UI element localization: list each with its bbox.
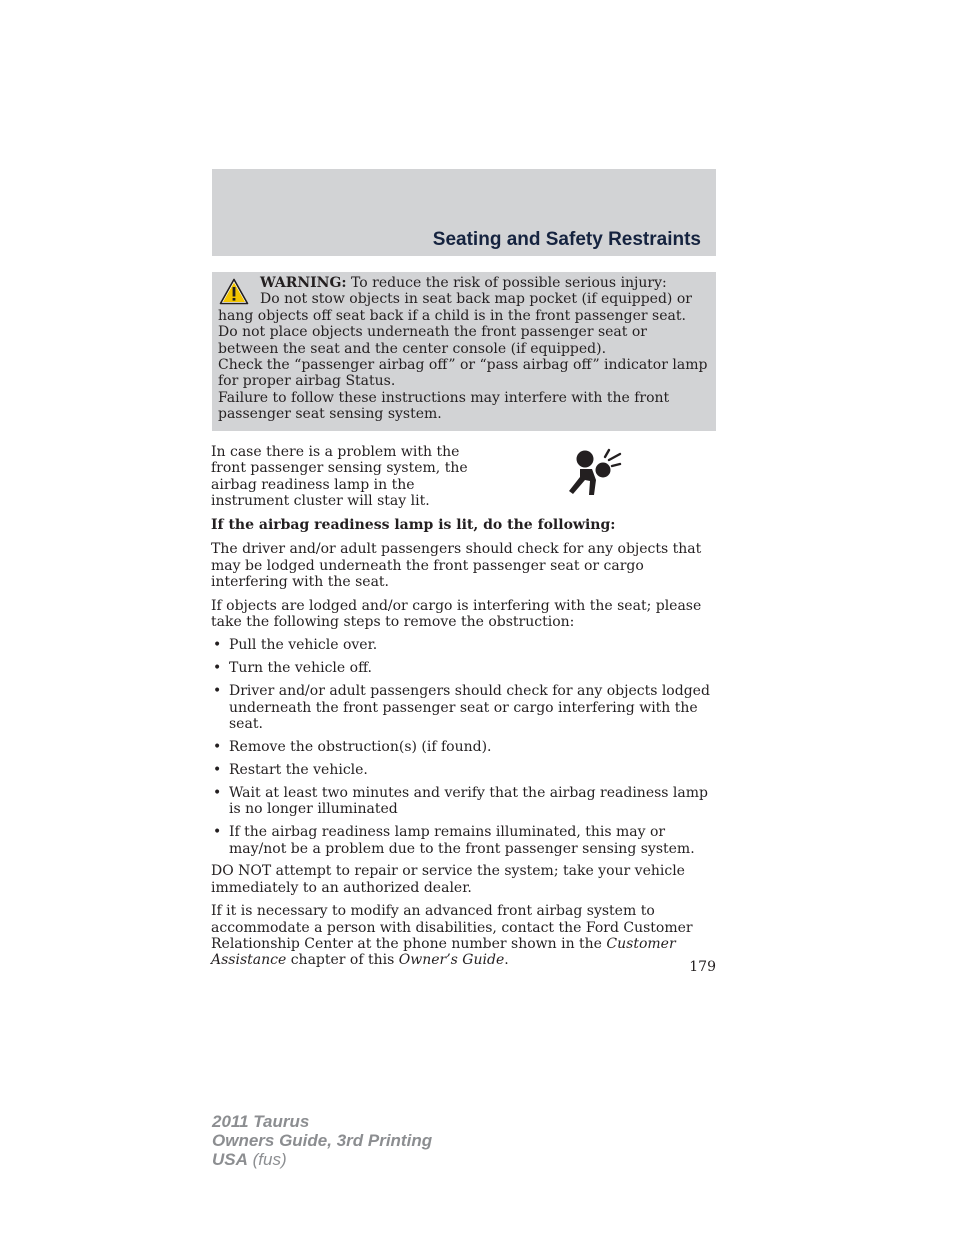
footer-line-1: 2011 Taurus [212, 1112, 310, 1131]
list-item [211, 739, 717, 755]
warning-paragraph-4: Failure to follow these instructions may interfere with the front passenger seat sensing system. [218, 389, 670, 423]
list-item [211, 762, 717, 778]
main-content [211, 517, 717, 976]
warning-triangle-icon [219, 278, 249, 305]
list-item-text: Turn the vehicle off. [229, 660, 372, 677]
paragraph-obstruction: If objects are lodged and/or cargo is interfering with the seat; please take the following steps to remove the obstruction: [211, 597, 702, 631]
warning-lead-text: To reduce the risk of possible serious injury: [346, 275, 667, 291]
bullet-icon: • [213, 738, 222, 755]
list-item-text: Wait at least two minutes and verify that the airbag readiness lamp is no longer illuminated [229, 784, 708, 818]
customer-assistance-reference: Customer Assistance [211, 936, 676, 969]
list-item-text: Restart the vehicle. [229, 761, 368, 778]
paragraph-text: . [504, 952, 509, 969]
warning-paragraph-2: Do not place objects underneath the front passenger seat or between the seat and the center console (if equipped). [218, 324, 647, 357]
footer-region: USA [212, 1150, 248, 1169]
instructions-heading: If the airbag readiness lamp is lit, do the following: [211, 517, 616, 533]
bullet-icon: • [213, 637, 222, 654]
warning-box [212, 272, 716, 431]
document-footer [212, 1112, 432, 1169]
paragraph-check-objects: The driver and/or adult passengers should check for any objects that may be lodged underneath the front passenger seat or cargo interfering with the seat. [211, 541, 702, 591]
list-item [211, 785, 717, 818]
steps-list [211, 637, 717, 856]
intro-paragraph: In case there is a problem with the front passenger sensing system, the airbag readiness lamp in the instrument cluster will stay lit. [211, 444, 468, 510]
airbag-readiness-icon [565, 446, 623, 496]
section-title: Seating and Safety Restraints [432, 229, 701, 250]
warning-line-b: hang objects off seat back if a child is in the front passenger seat. [218, 307, 686, 324]
list-item [211, 824, 717, 857]
bullet-icon: • [213, 824, 222, 841]
paragraph-text: If it is necessary to modify an advanced front airbag system to accommodate a person with disabilities, contact the Ford Customer Relationship Center at the phone number shown in the [211, 903, 693, 953]
list-item-text: If the airbag readiness lamp remains illuminated, this may or may/not be a problem due to the front passenger sensing system. [229, 824, 695, 857]
footer-line-2: Owners Guide, 3rd Printing [212, 1131, 433, 1150]
page-number: 179 [689, 959, 716, 975]
list-item [211, 637, 717, 653]
list-item-text: Remove the obstruction(s) (if found). [229, 738, 492, 755]
footer-line-3 [212, 1150, 432, 1169]
owners-guide-reference: Owner’s Guide [398, 952, 505, 969]
list-item [211, 660, 717, 676]
footer-code: (fus) [247, 1150, 287, 1169]
paragraph-text: chapter of this [286, 952, 399, 969]
list-item-text: Pull the vehicle over. [229, 637, 378, 654]
warning-paragraph-3: Check the “passenger airbag off” or “pass airbag off” indicator lamp for proper airbag Status. [218, 357, 708, 390]
bullet-icon: • [213, 683, 222, 700]
warning-label: WARNING: [260, 275, 347, 291]
bullet-icon: • [213, 784, 222, 801]
paragraph-do-not-repair: DO NOT attempt to repair or service the system; take your vehicle immediately to an authorized dealer. [211, 863, 685, 896]
section-header [212, 169, 716, 256]
list-item-text: Driver and/or adult passengers should check for any objects lodged underneath the front passenger seat or cargo interfering with the seat. [229, 683, 710, 733]
list-item [211, 683, 717, 732]
bullet-icon: • [213, 761, 222, 778]
bullet-icon: • [213, 660, 222, 677]
warning-lead [218, 275, 710, 291]
warning-line-a: Do not stow objects in seat back map pocket (if equipped) or [260, 291, 692, 308]
